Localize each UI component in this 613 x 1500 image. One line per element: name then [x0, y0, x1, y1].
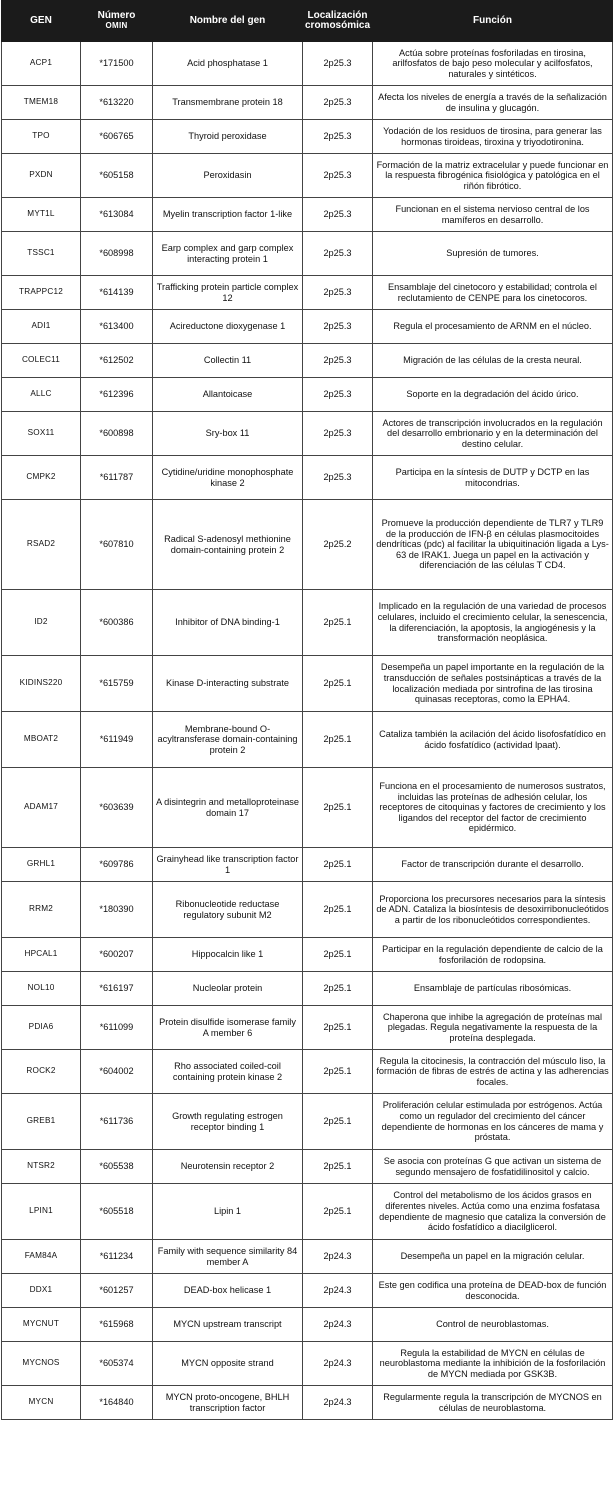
cell-gen: FAM84A — [2, 1240, 81, 1274]
cell-funcion: Se asocia con proteínas G que activan un sistema de segundo mensajero de fosfatidilinositol y calcio. — [373, 1150, 613, 1184]
cell-gen: COLEC11 — [2, 344, 81, 378]
cell-loc: 2p25.1 — [303, 656, 373, 712]
table-row — [2, 848, 613, 882]
cell-gen: MYCNUT — [2, 1308, 81, 1342]
cell-funcion: Yodación de los residuos de tirosina, para generar las hormonas tiroideas, tiroxina y triyodotironina. — [373, 120, 613, 154]
cell-gen: TMEM18 — [2, 86, 81, 120]
cell-nombre: MYCN opposite strand — [153, 1342, 303, 1386]
table-row — [2, 378, 613, 412]
cell-omin: *605374 — [81, 1342, 153, 1386]
cell-loc: 2p25.1 — [303, 972, 373, 1006]
cell-omin: *600386 — [81, 590, 153, 656]
table-row — [2, 1050, 613, 1094]
cell-gen: MYCN — [2, 1386, 81, 1420]
cell-loc: 2p25.3 — [303, 154, 373, 198]
cell-omin: *612502 — [81, 344, 153, 378]
cell-omin: *611234 — [81, 1240, 153, 1274]
table-row — [2, 412, 613, 456]
cell-loc: 2p25.3 — [303, 344, 373, 378]
cell-loc: 2p24.3 — [303, 1308, 373, 1342]
cell-funcion: Cataliza también la acilación del ácido lisofosfatídico en ácido fosfatídico (actividad lpaat). — [373, 712, 613, 768]
cell-omin: *604002 — [81, 1050, 153, 1094]
cell-loc: 2p24.3 — [303, 1240, 373, 1274]
cell-omin: *605158 — [81, 154, 153, 198]
cell-loc: 2p25.3 — [303, 310, 373, 344]
cell-funcion: Ensamblaje del cinetocoro y estabilidad; controla el reclutamiento de CENPE para los cinetocoros. — [373, 276, 613, 310]
cell-gen: MBOAT2 — [2, 712, 81, 768]
cell-loc: 2p25.3 — [303, 120, 373, 154]
cell-funcion: Promueve la producción dependiente de TLR7 y TLR9 de la producción de IFN-β en células plasmocitoides dendríticas (pdc) al facilitar la ubiquitinación ligada a Lys-63 de IRAK1. Juega un papel en la activación y diferenciación de las células T CD4. — [373, 500, 613, 590]
cell-nombre: Transmembrane protein 18 — [153, 86, 303, 120]
cell-nombre: Trafficking protein particle complex 12 — [153, 276, 303, 310]
cell-omin: *611099 — [81, 1006, 153, 1050]
cell-nombre: Peroxidasin — [153, 154, 303, 198]
cell-gen: KIDINS220 — [2, 656, 81, 712]
cell-nombre: Acireductone dioxygenase 1 — [153, 310, 303, 344]
table-row — [2, 42, 613, 86]
cell-nombre: Neurotensin receptor 2 — [153, 1150, 303, 1184]
cell-funcion: Ensamblaje de partículas ribosómicas. — [373, 972, 613, 1006]
cell-omin: *615759 — [81, 656, 153, 712]
table-row — [2, 86, 613, 120]
table-row — [2, 344, 613, 378]
cell-loc: 2p25.1 — [303, 1150, 373, 1184]
cell-nombre: Rho associated coiled-coil containing protein kinase 2 — [153, 1050, 303, 1094]
cell-nombre: Grainyhead like transcription factor 1 — [153, 848, 303, 882]
cell-funcion: Desempeña un papel en la migración celular. — [373, 1240, 613, 1274]
cell-nombre: Acid phosphatase 1 — [153, 42, 303, 86]
table-row — [2, 1386, 613, 1420]
cell-loc: 2p25.1 — [303, 848, 373, 882]
cell-gen: TSSC1 — [2, 232, 81, 276]
cell-loc: 2p25.1 — [303, 712, 373, 768]
cell-nombre: Earp complex and garp complex interacting protein 1 — [153, 232, 303, 276]
cell-loc: 2p25.3 — [303, 276, 373, 310]
cell-loc: 2p25.1 — [303, 938, 373, 972]
table-row — [2, 938, 613, 972]
cell-nombre: Inhibitor of DNA binding-1 — [153, 590, 303, 656]
header-localizacion: Localización cromosómica — [303, 1, 373, 42]
table-row — [2, 456, 613, 500]
cell-funcion: Soporte en la degradación del ácido úrico. — [373, 378, 613, 412]
cell-funcion: Chaperona que inhibe la agregación de proteínas mal plegadas. Regula negativamente la respuesta de la proteína desplegada. — [373, 1006, 613, 1050]
cell-omin: *616197 — [81, 972, 153, 1006]
cell-gen: CMPK2 — [2, 456, 81, 500]
header-numero-omin — [81, 1, 153, 42]
cell-loc: 2p25.1 — [303, 1184, 373, 1240]
cell-omin: *608998 — [81, 232, 153, 276]
cell-loc: 2p24.3 — [303, 1274, 373, 1308]
cell-nombre: Kinase D-interacting substrate — [153, 656, 303, 712]
cell-nombre: Protein disulfide isomerase family A member 6 — [153, 1006, 303, 1050]
cell-nombre: Lipin 1 — [153, 1184, 303, 1240]
cell-funcion: Participa en la síntesis de DUTP y DCTP en las mitocondrias. — [373, 456, 613, 500]
cell-loc: 2p25.1 — [303, 590, 373, 656]
table-row — [2, 1240, 613, 1274]
cell-loc: 2p25.3 — [303, 378, 373, 412]
cell-omin: *600898 — [81, 412, 153, 456]
cell-nombre: A disintegrin and metalloproteinase domain 17 — [153, 768, 303, 848]
cell-gen: MYT1L — [2, 198, 81, 232]
cell-omin: *601257 — [81, 1274, 153, 1308]
cell-gen: NOL10 — [2, 972, 81, 1006]
cell-omin: *613400 — [81, 310, 153, 344]
cell-gen: NTSR2 — [2, 1150, 81, 1184]
cell-funcion: Formación de la matriz extracelular y puede funcionar en la respuesta fibrogénica fisiológica y patológica en el riñón fibrótico. — [373, 154, 613, 198]
table-header — [2, 1, 613, 42]
cell-funcion: Funciona en el procesamiento de numerosos sustratos, incluidas las proteínas de adhesión celular, los receptores de citoquinas y factores de crecimiento y los ligandos del receptor del factor de crecimiento epidérmico. — [373, 768, 613, 848]
cell-gen: RSAD2 — [2, 500, 81, 590]
cell-gen: PDIA6 — [2, 1006, 81, 1050]
cell-nombre: Sry-box 11 — [153, 412, 303, 456]
table-row — [2, 198, 613, 232]
table-row — [2, 120, 613, 154]
cell-loc: 2p25.1 — [303, 768, 373, 848]
cell-gen: ADI1 — [2, 310, 81, 344]
cell-omin: *613084 — [81, 198, 153, 232]
table-row — [2, 1006, 613, 1050]
cell-gen: TPO — [2, 120, 81, 154]
cell-omin: *171500 — [81, 42, 153, 86]
cell-omin: *600207 — [81, 938, 153, 972]
table-row — [2, 1150, 613, 1184]
cell-funcion: Funcionan en el sistema nervioso central de los mamíferos en desarrollo. — [373, 198, 613, 232]
header-nombre: Nombre del gen — [153, 1, 303, 42]
cell-nombre: MYCN upstream transcript — [153, 1308, 303, 1342]
cell-loc: 2p25.3 — [303, 412, 373, 456]
cell-loc: 2p25.1 — [303, 882, 373, 938]
cell-funcion: Control de neuroblastomas. — [373, 1308, 613, 1342]
cell-gen: GREB1 — [2, 1094, 81, 1150]
cell-funcion: Migración de las células de la cresta neural. — [373, 344, 613, 378]
cell-nombre: Family with sequence similarity 84 member A — [153, 1240, 303, 1274]
cell-gen: LPIN1 — [2, 1184, 81, 1240]
header-gen: GEN — [2, 1, 81, 42]
cell-funcion: Factor de transcripción durante el desarrollo. — [373, 848, 613, 882]
cell-funcion: Proliferación celular estimulada por estrógenos. Actúa como un regulador del crecimiento del cáncer dependiente de hormonas en los cánceres de mama y próstata. — [373, 1094, 613, 1150]
cell-funcion: Proporciona los precursores necesarios para la síntesis de ADN. Cataliza la biosíntesis de desoxirribonucleótidos a partir de los ribonucleótidos correspondientes. — [373, 882, 613, 938]
header-funcion: Función — [373, 1, 613, 42]
cell-omin: *615968 — [81, 1308, 153, 1342]
table-row — [2, 154, 613, 198]
cell-loc: 2p25.3 — [303, 198, 373, 232]
cell-gen: ACP1 — [2, 42, 81, 86]
cell-nombre: Radical S-adenosyl methionine domain-containing protein 2 — [153, 500, 303, 590]
cell-omin: *606765 — [81, 120, 153, 154]
header-omin: OMIN — [105, 21, 128, 30]
cell-gen: ROCK2 — [2, 1050, 81, 1094]
cell-omin: *603639 — [81, 768, 153, 848]
cell-omin: *614139 — [81, 276, 153, 310]
cell-loc: 2p25.3 — [303, 232, 373, 276]
cell-funcion: Actúa sobre proteínas fosforiladas en tirosina, arilfosfatos de bajo peso molecular y acilfosfatos, naturales y sintéticos. — [373, 42, 613, 86]
cell-nombre: Thyroid peroxidase — [153, 120, 303, 154]
cell-omin: *609786 — [81, 848, 153, 882]
cell-omin: *607810 — [81, 500, 153, 590]
cell-loc: 2p24.3 — [303, 1342, 373, 1386]
table-row — [2, 1094, 613, 1150]
cell-nombre: MYCN proto-oncogene, BHLH transcription factor — [153, 1386, 303, 1420]
table-row — [2, 656, 613, 712]
cell-loc: 2p25.3 — [303, 86, 373, 120]
cell-funcion: Regularmente regula la transcripción de MYCNOS en células de neuroblastoma. — [373, 1386, 613, 1420]
cell-nombre: Nucleolar protein — [153, 972, 303, 1006]
cell-loc: 2p25.1 — [303, 1050, 373, 1094]
cell-gen: TRAPPC12 — [2, 276, 81, 310]
cell-loc: 2p25.2 — [303, 500, 373, 590]
table-row — [2, 972, 613, 1006]
table-body — [2, 42, 613, 1420]
table-row — [2, 1184, 613, 1240]
cell-loc: 2p25.1 — [303, 1006, 373, 1050]
cell-nombre: Myelin transcription factor 1-like — [153, 198, 303, 232]
cell-omin: *612396 — [81, 378, 153, 412]
table-row — [2, 590, 613, 656]
table-row — [2, 768, 613, 848]
gene-table — [1, 0, 613, 1420]
cell-funcion: Regula la citocinesis, la contracción del músculo liso, la formación de fibras de estrés de actina y las adherencias focales. — [373, 1050, 613, 1094]
cell-funcion: Actores de transcripción involucrados en la regulación del desarrollo embrionario y en la determinación del destino celular. — [373, 412, 613, 456]
cell-gen: ID2 — [2, 590, 81, 656]
cell-gen: ALLC — [2, 378, 81, 412]
cell-omin: *605538 — [81, 1150, 153, 1184]
table-row — [2, 232, 613, 276]
cell-gen: SOX11 — [2, 412, 81, 456]
cell-gen: GRHL1 — [2, 848, 81, 882]
table-row — [2, 1308, 613, 1342]
cell-loc: 2p25.3 — [303, 456, 373, 500]
cell-funcion: Este gen codifica una proteína de DEAD-box de función desconocida. — [373, 1274, 613, 1308]
cell-nombre: Hippocalcin like 1 — [153, 938, 303, 972]
cell-funcion: Afecta los niveles de energía a través de la señalización de insulina y glucagón. — [373, 86, 613, 120]
cell-omin: *611949 — [81, 712, 153, 768]
cell-funcion: Regula el procesamiento de ARNM en el núcleo. — [373, 310, 613, 344]
cell-nombre: Ribonucleotide reductase regulatory subunit M2 — [153, 882, 303, 938]
cell-omin: *180390 — [81, 882, 153, 938]
cell-omin: *611736 — [81, 1094, 153, 1150]
cell-omin: *613220 — [81, 86, 153, 120]
cell-nombre: DEAD-box helicase 1 — [153, 1274, 303, 1308]
table-row — [2, 276, 613, 310]
cell-gen: RRM2 — [2, 882, 81, 938]
cell-funcion: Participar en la regulación dependiente de calcio de la fosforilación de rodopsina. — [373, 938, 613, 972]
cell-loc: 2p24.3 — [303, 1386, 373, 1420]
cell-omin: *611787 — [81, 456, 153, 500]
table-row — [2, 882, 613, 938]
table-row — [2, 1342, 613, 1386]
cell-funcion: Implicado en la regulación de una variedad de procesos celulares, incluido el crecimiento celular, la senescencia, la diferenciación, la apoptosis, la angiogénesis y la transformación neoplásica. — [373, 590, 613, 656]
cell-loc: 2p25.1 — [303, 1094, 373, 1150]
cell-funcion: Supresión de tumores. — [373, 232, 613, 276]
cell-nombre: Allantoicase — [153, 378, 303, 412]
cell-nombre: Cytidine/uridine monophosphate kinase 2 — [153, 456, 303, 500]
cell-nombre: Collectin 11 — [153, 344, 303, 378]
cell-gen: HPCAL1 — [2, 938, 81, 972]
cell-gen: ADAM17 — [2, 768, 81, 848]
cell-gen: DDX1 — [2, 1274, 81, 1308]
cell-omin: *605518 — [81, 1184, 153, 1240]
cell-nombre: Growth regulating estrogen receptor binding 1 — [153, 1094, 303, 1150]
cell-funcion: Desempeña un papel importante en la regulación de la transducción de señales postsinápticas a través de la localización mediada por sintrofina de las tirosina quinasas receptoras, como la EPHA4. — [373, 656, 613, 712]
cell-funcion: Regula la estabilidad de MYCN en células de neuroblastoma mediante la inhibición de la fosforilación de MYCN mediada por GSK3B. — [373, 1342, 613, 1386]
cell-loc: 2p25.3 — [303, 42, 373, 86]
cell-gen: PXDN — [2, 154, 81, 198]
header-numero: Número — [97, 9, 136, 21]
cell-gen: MYCNOS — [2, 1342, 81, 1386]
table-row — [2, 1274, 613, 1308]
cell-nombre: Membrane-bound O-acyltransferase domain-containing protein 2 — [153, 712, 303, 768]
cell-omin: *164840 — [81, 1386, 153, 1420]
cell-funcion: Control del metabolismo de los ácidos grasos en diferentes niveles. Actúa como una enzima fosfatasa dependiente de magnesio que cataliza la conversión de ácido fosfatídico a diacilglicerol. — [373, 1184, 613, 1240]
table-row — [2, 500, 613, 590]
table-row — [2, 310, 613, 344]
table-row — [2, 712, 613, 768]
